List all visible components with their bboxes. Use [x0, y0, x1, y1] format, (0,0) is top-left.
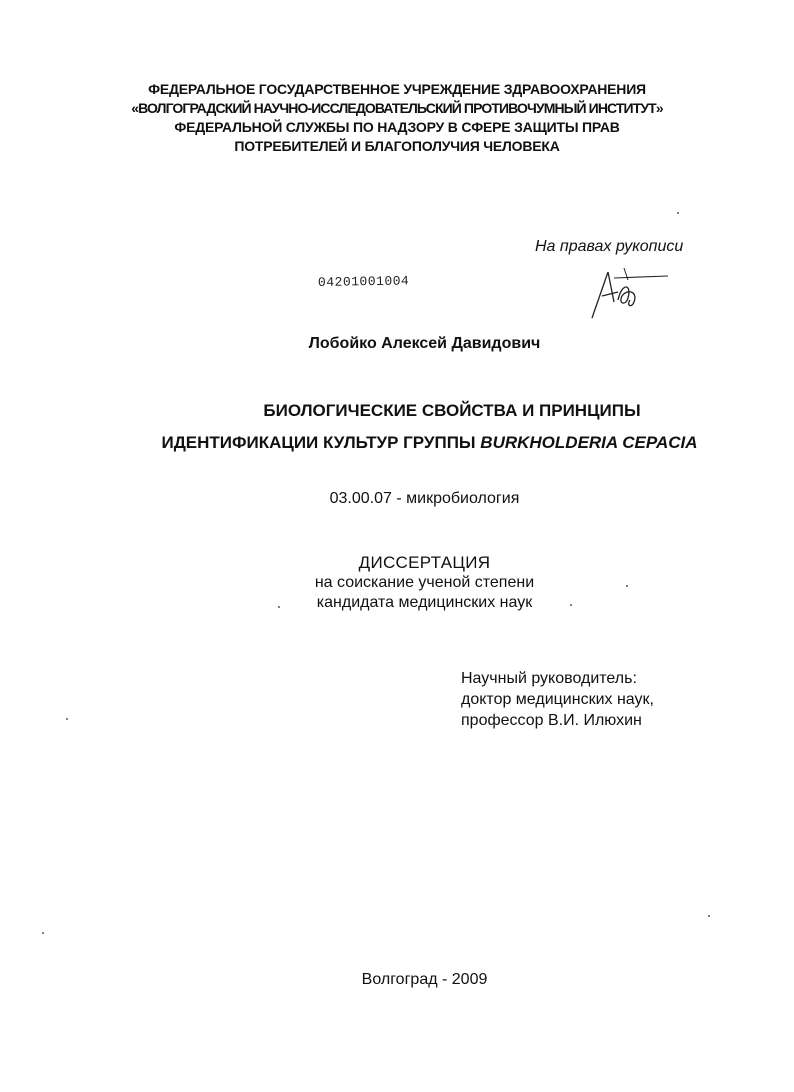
supervisor-block	[461, 668, 654, 731]
city-year: Волгоград - 2009	[361, 971, 488, 988]
scan-speck	[42, 932, 44, 934]
header-line-3: ФЕДЕРАЛЬНОЙ СЛУЖБЫ ПО НАДЗОРУ В СФЕРЕ ЗАЩИТЫ ПРАВ	[174, 119, 620, 135]
registration-code: 04201001004	[317, 273, 410, 290]
header-line-1: ФЕДЕРАЛЬНОЕ ГОСУДАРСТВЕННОЕ УЧРЕЖДЕНИЕ ЗДРАВООХРАНЕНИЯ	[148, 81, 646, 97]
scan-speck	[708, 915, 710, 917]
supervisor-label: Научный руководитель:	[461, 670, 637, 687]
header-line-2: «ВОЛГОГРАДСКИЙ НАУЧНО-ИССЛЕДОВАТЕЛЬСКИЙ ПРОТИВОЧУМНЫЙ ИНСТИТУТ»	[131, 100, 663, 116]
header-line-4: ПОТРЕБИТЕЛЕЙ И БЛАГОПОЛУЧИЯ ЧЕЛОВЕКА	[234, 138, 560, 154]
scan-speck	[677, 212, 679, 214]
dissertation-degree-line-1: на соискание ученой степени	[314, 574, 535, 591]
dissertation-block	[0, 553, 794, 613]
dissertation-heading: ДИССЕРТАЦИЯ	[358, 553, 491, 572]
title-line-2	[0, 427, 794, 459]
title-line-1: БИОЛОГИЧЕСКИЕ СВОЙСТВА И ПРИНЦИПЫ	[263, 401, 641, 420]
scan-speck	[278, 606, 280, 608]
manuscript-rights-note: На правах рукописи	[535, 238, 684, 255]
title-line-2-text: ИДЕНТИФИКАЦИИ КУЛЬТУР ГРУППЫ	[161, 433, 476, 452]
supervisor-name: профессор В.И. Илюхин	[461, 712, 642, 729]
scan-speck	[626, 585, 628, 587]
dissertation-degree-line-2: кандидата медицинских наук	[316, 594, 533, 611]
specialty-code: 03.00.07 - микробиология	[329, 490, 520, 507]
title-line-2-organism: BURKHOLDERIA CEPACIA	[480, 433, 698, 452]
scan-speck	[66, 718, 68, 720]
institution-header	[0, 80, 794, 156]
dissertation-title	[0, 395, 794, 459]
scan-speck	[570, 604, 572, 606]
handwritten-signature	[588, 262, 673, 322]
author-name: Лобойко Алексей Давидович	[308, 335, 541, 352]
supervisor-degree: доктор медицинских наук,	[461, 691, 654, 708]
